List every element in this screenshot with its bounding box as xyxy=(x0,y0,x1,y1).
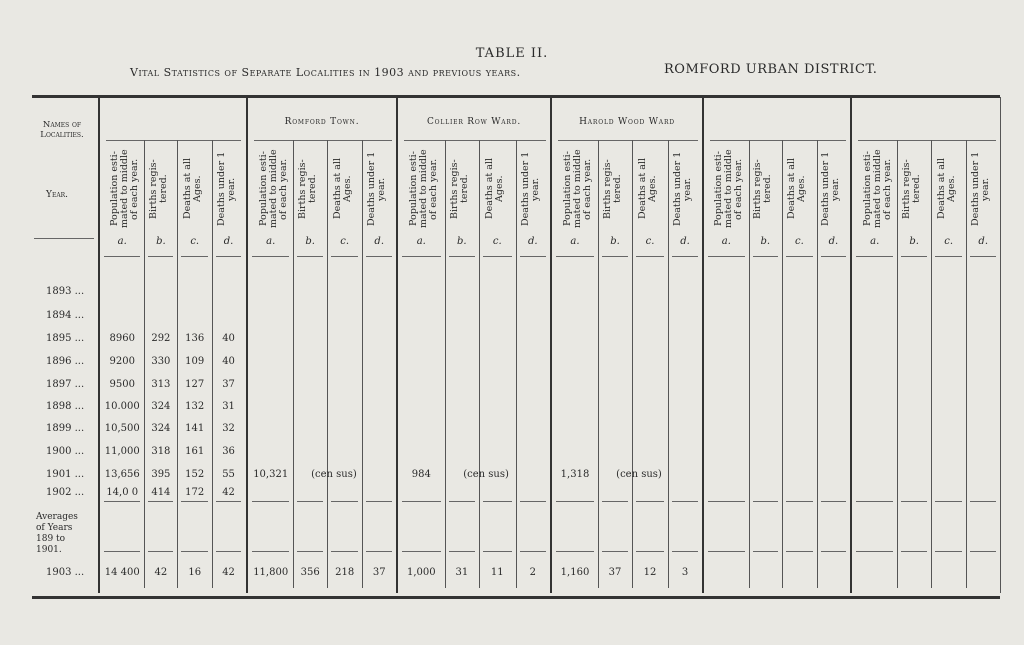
group-separator xyxy=(850,97,852,593)
row-rule xyxy=(821,501,846,502)
romford-value: 37 xyxy=(372,567,386,578)
column-header: Deaths under 1 year. xyxy=(672,151,693,227)
letter-rule xyxy=(901,256,927,257)
row-rule xyxy=(821,551,846,552)
cell-value: 13,656 xyxy=(104,469,140,480)
letter-rule xyxy=(753,256,778,257)
column-header: Deaths at all Ages. xyxy=(484,158,506,220)
row-rule xyxy=(520,501,546,502)
year-label: 1897 ... xyxy=(46,379,85,390)
harold-value: 1,160 xyxy=(560,567,590,578)
letter-rule xyxy=(856,256,893,257)
row-rule xyxy=(449,501,475,502)
cell-value: 141 xyxy=(185,423,205,434)
letter-rule xyxy=(402,256,441,257)
row-rule xyxy=(935,501,963,502)
row-rule xyxy=(216,551,241,552)
row-rule xyxy=(104,551,140,552)
group-heading-rule xyxy=(404,140,546,141)
column-letter: a. xyxy=(721,236,731,247)
row-rule xyxy=(449,551,475,552)
year-label: 1893 ... xyxy=(46,286,85,297)
harold-value: 37 xyxy=(608,567,622,578)
column-letter: b. xyxy=(156,236,166,247)
row-rule xyxy=(252,551,289,552)
collier-value: 11 xyxy=(490,567,504,578)
cell-value: 31 xyxy=(222,401,235,412)
cell-value: 152 xyxy=(185,469,205,480)
harold-population: 1,318 xyxy=(560,469,590,480)
group-separator xyxy=(702,97,704,593)
year-label: 1899 ... xyxy=(46,423,85,434)
column-letter: a. xyxy=(117,236,127,247)
cell-value: 8960 xyxy=(109,333,135,344)
column-rule xyxy=(817,140,818,588)
row-rule xyxy=(786,501,813,502)
column-header: Births regis- tered. xyxy=(448,159,470,219)
column-rule xyxy=(327,140,328,588)
cell-value: 9200 xyxy=(109,356,135,367)
cell-value: 55 xyxy=(222,469,235,480)
column-letter: d. xyxy=(680,236,690,247)
year-label: 1898 ... xyxy=(46,401,85,412)
cell-value: 40 xyxy=(222,333,235,344)
row-rule xyxy=(402,551,441,552)
group-heading: Harold Wood Ward xyxy=(579,117,675,127)
letter-rule xyxy=(483,256,511,257)
year-label: 1900 ... xyxy=(46,446,85,457)
district-name: ROMFORD URBAN DISTRICT. xyxy=(664,62,878,77)
row-rule xyxy=(252,501,289,502)
averages-label: Averages of Years 189 to 1901. xyxy=(36,512,78,555)
column-header: Deaths at all Ages. xyxy=(331,158,353,220)
column-header: Deaths at all Ages. xyxy=(637,158,658,220)
row-rule xyxy=(331,501,359,502)
column-letter: a. xyxy=(416,236,426,247)
group-heading-rule xyxy=(558,140,698,141)
romford-value: 218 xyxy=(335,567,355,578)
column-header: Deaths under 1 year. xyxy=(519,151,541,227)
column-header: Births regis- tered. xyxy=(901,159,923,219)
column-rule xyxy=(931,140,932,588)
cell-value: 10.000 xyxy=(104,401,140,412)
column-header: Births regis- tered. xyxy=(602,159,623,219)
column-letter: c. xyxy=(794,236,804,247)
romford-population: 10,321 xyxy=(253,469,289,480)
letter-rule xyxy=(636,256,664,257)
row-rule xyxy=(556,501,594,502)
group-separator xyxy=(98,97,100,593)
cell-value: 136 xyxy=(185,333,205,344)
column-letter: a. xyxy=(870,236,880,247)
cell-value: 14,0 0 xyxy=(106,487,139,498)
column-rule xyxy=(668,140,669,588)
group-heading-rule xyxy=(254,140,392,141)
letter-rule xyxy=(449,256,475,257)
letter-rule xyxy=(520,256,546,257)
row-rule xyxy=(366,551,392,552)
column-header: Population esti- mated to middle of each year. xyxy=(408,149,440,229)
row-rule xyxy=(520,551,546,552)
row-rule xyxy=(786,551,813,552)
column-letter: b. xyxy=(760,236,771,247)
group-heading: Romford Town. xyxy=(284,117,360,127)
column-rule xyxy=(362,140,363,588)
column-letter: d. xyxy=(828,236,839,247)
letter-rule xyxy=(331,256,359,257)
column-letter: c. xyxy=(944,236,954,247)
column-header: Deaths under 1 year. xyxy=(970,151,992,227)
column-letter: c. xyxy=(190,236,200,247)
harold-value: 12 xyxy=(643,567,657,578)
row-rule xyxy=(148,551,173,552)
year-label: 1901 ... xyxy=(46,469,85,480)
letter-rule xyxy=(970,256,996,257)
row-rule xyxy=(402,501,441,502)
cell-value: 324 xyxy=(151,423,171,434)
collier-value: 2 xyxy=(529,567,536,578)
column-header: Deaths at all Ages. xyxy=(786,158,808,220)
row-rule xyxy=(216,501,241,502)
cell-value: 127 xyxy=(185,379,205,390)
cell-value: 42 xyxy=(222,487,235,498)
row-rule xyxy=(901,501,927,502)
row-rule xyxy=(297,551,323,552)
romford-value: 356 xyxy=(300,567,320,578)
cell-value: 395 xyxy=(151,469,171,480)
letter-rule xyxy=(672,256,698,257)
row-rule xyxy=(901,551,927,552)
letter-rule xyxy=(708,256,745,257)
row-rule xyxy=(602,551,628,552)
year-label: 1903 ... xyxy=(46,567,85,578)
cell-value: 40 xyxy=(222,356,235,367)
cell-value: 16 xyxy=(188,567,202,578)
year-label: 1902 ... xyxy=(46,487,85,498)
row-rule xyxy=(672,501,698,502)
row-rule xyxy=(104,501,140,502)
cell-value: 318 xyxy=(151,446,171,457)
column-header: Deaths under 1 year. xyxy=(215,151,237,227)
letter-rule xyxy=(602,256,628,257)
row-rule xyxy=(366,501,392,502)
cell-value: 313 xyxy=(151,379,171,390)
cell-value: 36 xyxy=(222,446,235,457)
cell-value: 10,500 xyxy=(104,423,140,434)
column-rule xyxy=(897,140,898,588)
column-header: Births regis- tered. xyxy=(147,159,169,219)
year-label: 1895 ... xyxy=(46,333,85,344)
row-rule xyxy=(970,501,996,502)
column-letter: b. xyxy=(610,236,620,247)
row-rule xyxy=(636,551,664,552)
cell-value: 9500 xyxy=(109,379,135,390)
letter-rule xyxy=(104,256,140,257)
column-rule xyxy=(293,140,294,588)
row-rule xyxy=(856,551,893,552)
column-rule xyxy=(479,140,480,588)
cell-value: 414 xyxy=(151,487,171,498)
collier-population: 984 xyxy=(411,469,431,480)
letter-rule xyxy=(252,256,289,257)
column-letter: b. xyxy=(305,236,315,247)
letter-rule xyxy=(556,256,594,257)
table-subtitle: Vital Statistics of Separate Localities in 1903 and previous years. xyxy=(130,66,521,79)
column-letter: d. xyxy=(978,236,989,247)
group-separator xyxy=(550,97,552,593)
cell-value: 11,000 xyxy=(104,446,140,457)
row-rule xyxy=(753,501,778,502)
group-heading-rule xyxy=(858,140,996,141)
column-rule xyxy=(782,140,783,588)
column-letter: c. xyxy=(645,236,655,247)
table-title: TABLE II. xyxy=(475,46,549,61)
column-rule xyxy=(632,140,633,588)
row-rule xyxy=(556,551,594,552)
column-header: Births regis- tered. xyxy=(297,159,319,219)
group-heading-rule xyxy=(106,140,241,141)
column-letter: c. xyxy=(492,236,502,247)
row-rule xyxy=(297,501,323,502)
cell-value: 14 400 xyxy=(104,567,140,578)
row-rule xyxy=(483,501,511,502)
column-letter: d. xyxy=(527,236,538,247)
row-rule xyxy=(331,551,359,552)
right-border xyxy=(1000,97,1001,593)
names-of-localities-header: Names of Localities. xyxy=(40,120,84,140)
group-separator xyxy=(246,97,248,593)
column-letter: b. xyxy=(909,236,919,247)
letter-rule xyxy=(935,256,963,257)
group-separator xyxy=(396,97,398,593)
column-rule xyxy=(966,140,967,588)
row-rule xyxy=(708,501,745,502)
row-rule xyxy=(148,501,173,502)
cell-value: 42 xyxy=(222,567,235,578)
row-rule xyxy=(708,551,745,552)
column-letter: a. xyxy=(266,236,276,247)
column-letter: c. xyxy=(340,236,350,247)
column-header: Deaths under 1 year. xyxy=(820,151,842,227)
column-letter: d. xyxy=(374,236,385,247)
column-rule xyxy=(749,140,750,588)
row-rule xyxy=(935,551,963,552)
year-label: 1894 ... xyxy=(46,310,85,321)
row-rule xyxy=(672,551,698,552)
cell-value: 32 xyxy=(222,423,235,434)
row-rule xyxy=(753,551,778,552)
column-rule xyxy=(516,140,517,588)
collier-value: 1,000 xyxy=(406,567,436,578)
letter-rule xyxy=(216,256,241,257)
column-header: Deaths at all Ages. xyxy=(181,158,203,220)
letter-rule xyxy=(148,256,173,257)
cell-value: 324 xyxy=(151,401,171,412)
column-letter: d. xyxy=(223,236,234,247)
cell-value: 109 xyxy=(185,356,205,367)
row-rule xyxy=(483,551,511,552)
census-note: (cen sus) xyxy=(616,469,662,480)
letter-rule xyxy=(786,256,813,257)
harold-value: 3 xyxy=(681,567,689,578)
cell-value: 132 xyxy=(185,401,205,412)
header-rule xyxy=(34,238,94,239)
row-rule xyxy=(181,501,208,502)
column-header: Population esti- mated to middle of each year. xyxy=(861,149,893,229)
column-header: Population esti- mated to middle of each year. xyxy=(109,149,141,229)
year-header: Year. xyxy=(46,190,69,200)
column-header: Population esti- mated to middle of each year. xyxy=(257,149,289,229)
column-rule xyxy=(598,140,599,588)
census-note: (cen sus) xyxy=(311,469,357,480)
cell-value: 172 xyxy=(185,487,205,498)
cell-value: 161 xyxy=(185,446,205,457)
column-header: Population esti- mated to middle of each year. xyxy=(713,149,745,229)
year-label: 1896 ... xyxy=(46,356,85,367)
column-header: Deaths under 1 year. xyxy=(366,151,388,227)
collier-value: 31 xyxy=(455,567,469,578)
column-header: Deaths at all Ages. xyxy=(935,158,957,220)
row-rule xyxy=(602,501,628,502)
cell-value: 42 xyxy=(154,567,168,578)
group-heading-rule xyxy=(710,140,846,141)
column-header: Population esti- mated to middle of each year. xyxy=(562,149,593,229)
letter-rule xyxy=(366,256,392,257)
cell-value: 292 xyxy=(151,333,171,344)
column-letter: b. xyxy=(457,236,467,247)
row-rule xyxy=(856,501,893,502)
column-header: Births regis- tered. xyxy=(752,159,774,219)
group-heading: Collier Row Ward. xyxy=(427,117,521,127)
row-rule xyxy=(181,551,208,552)
column-letter: a. xyxy=(570,236,580,247)
letter-rule xyxy=(181,256,208,257)
letter-rule xyxy=(297,256,323,257)
cell-value: 37 xyxy=(222,379,235,390)
row-rule xyxy=(970,551,996,552)
census-note: (cen sus) xyxy=(463,469,509,480)
letter-rule xyxy=(821,256,846,257)
romford-value: 11,800 xyxy=(253,567,289,578)
column-rule xyxy=(445,140,446,588)
cell-value: 330 xyxy=(151,356,171,367)
row-rule xyxy=(636,501,664,502)
